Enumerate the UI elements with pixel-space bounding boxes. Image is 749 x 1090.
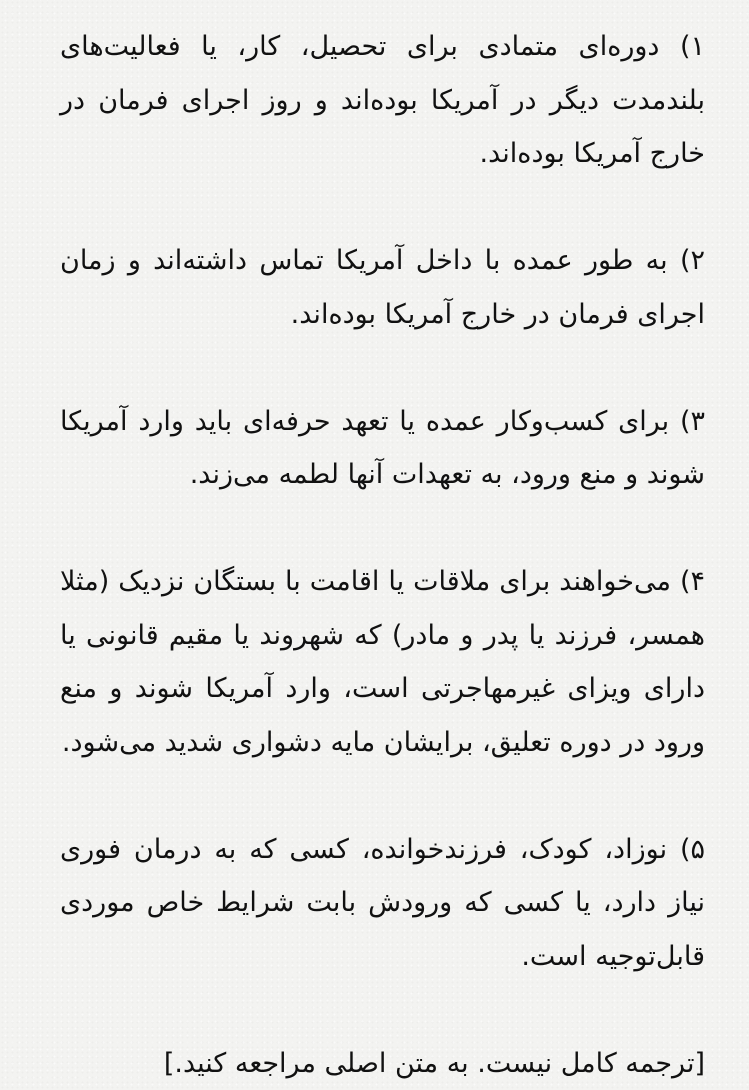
paragraph-item-4: ۴) می‌خواهند برای ملاقات یا اقامت با بستگان نزدیک (مثلا همسر، فرزند یا پدر و مادر) که شهروند یا مقیم قانونی یا دارای ویزای غیرمهاجرتی است، وارد آمریکا شوند و منع ورود در دوره تعلیق، برایشان مایه دشواری شدید می‌شود. [60,555,705,769]
paragraph-item-3: ۳) برای کسب‌وکار عمده یا تعهد حرفه‌ای باید وارد آمریکا شوند و منع ورود، به تعهدات آنها لطمه می‌زند. [60,395,705,502]
paragraph-item-2: ۲) به طور عمده با داخل آمریکا تماس داشته‌اند و زمان اجرای فرمان در خارج آمریکا بوده‌اند. [60,234,705,341]
translated-text-document [60,20,705,1090]
paragraph-item-5: ۵) نوزاد، کودک، فرزندخوانده، کسی که به درمان فوری نیاز دارد، یا کسی که ورودش بابت شرایط خاص موردی قابل‌توجیه است. [60,823,705,984]
paragraph-item-1: ۱) دوره‌ای متمادی برای تحصیل، کار، یا فعالیت‌های بلندمدت دیگر در آمریکا بوده‌اند و روز اجرای فرمان در خارج آمریکا بوده‌اند. [60,20,705,181]
translation-note: [ترجمه کامل نیست. به متن اصلی مراجعه کنید.] [60,1037,705,1090]
